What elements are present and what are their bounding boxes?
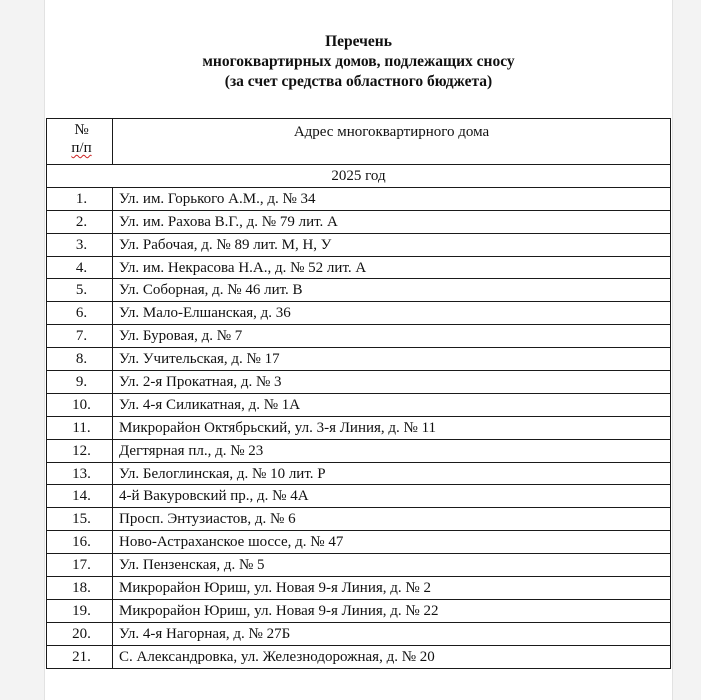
row-number: 19. — [47, 599, 113, 622]
year-row — [47, 165, 671, 188]
row-address: Ул. им. Горького А.М., д. № 34 — [113, 187, 671, 210]
row-number: 6. — [47, 302, 113, 325]
row-address: С. Александровка, ул. Железнодорожная, д. № 20 — [113, 645, 671, 668]
table-row — [47, 622, 671, 645]
title-line-2: многоквартирных домов, подлежащих сносу — [202, 53, 515, 70]
title-line-3: (за счет средства областного бюджета) — [224, 73, 493, 90]
table-row — [47, 187, 671, 210]
row-number: 18. — [47, 577, 113, 600]
column-header-number-line1: № — [74, 122, 89, 138]
row-address: Ул. Белоглинская, д. № 10 лит. Р — [113, 462, 671, 485]
table-row — [47, 416, 671, 439]
row-number: 8. — [47, 348, 113, 371]
row-number: 1. — [47, 187, 113, 210]
table-row — [47, 233, 671, 256]
row-address: Ул. 4-я Силикатная, д. № 1А — [113, 393, 671, 416]
table-row — [47, 393, 671, 416]
row-number: 15. — [47, 508, 113, 531]
row-address: Ул. Буровая, д. № 7 — [113, 325, 671, 348]
row-number: 2. — [47, 210, 113, 233]
table-row — [47, 462, 671, 485]
document-title — [45, 32, 672, 92]
row-number: 13. — [47, 462, 113, 485]
row-number: 4. — [47, 256, 113, 279]
table-row — [47, 554, 671, 577]
row-number: 11. — [47, 416, 113, 439]
row-number: 14. — [47, 485, 113, 508]
row-address: Ул. Соборная, д. № 46 лит. В — [113, 279, 671, 302]
column-header-number-line2: п/п — [71, 140, 92, 156]
table-header-row — [47, 119, 671, 165]
table-row — [47, 256, 671, 279]
row-number: 3. — [47, 233, 113, 256]
row-address: Ул. им. Некрасова Н.А., д. № 52 лит. А — [113, 256, 671, 279]
table-row — [47, 348, 671, 371]
row-address: Микрорайон Юриш, ул. Новая 9-я Линия, д. № 2 — [113, 577, 671, 600]
table-row — [47, 485, 671, 508]
table-body — [47, 187, 671, 668]
table-row — [47, 279, 671, 302]
row-address: Микрорайон Юриш, ул. Новая 9-я Линия, д. № 22 — [113, 599, 671, 622]
row-number: 21. — [47, 645, 113, 668]
row-number: 17. — [47, 554, 113, 577]
table-row — [47, 531, 671, 554]
row-address: Ул. Учительская, д. № 17 — [113, 348, 671, 371]
table-row — [47, 371, 671, 394]
buildings-table — [46, 118, 671, 669]
row-address: Ул. 4-я Нагорная, д. № 27Б — [113, 622, 671, 645]
table-row — [47, 325, 671, 348]
row-address: Ул. им. Рахова В.Г., д. № 79 лит. А — [113, 210, 671, 233]
row-number: 16. — [47, 531, 113, 554]
table-row — [47, 577, 671, 600]
row-address: 4-й Вакуровский пр., д. № 4А — [113, 485, 671, 508]
table-row — [47, 302, 671, 325]
row-address: Ул. Мало-Елшанская, д. 36 — [113, 302, 671, 325]
row-address: Ул. Пензенская, д. № 5 — [113, 554, 671, 577]
row-number: 9. — [47, 371, 113, 394]
row-number: 10. — [47, 393, 113, 416]
row-address: Микрорайон Октябрьский, ул. 3-я Линия, д. № 11 — [113, 416, 671, 439]
row-number: 12. — [47, 439, 113, 462]
row-number: 5. — [47, 279, 113, 302]
year-label: 2025 год — [47, 165, 671, 188]
row-number: 20. — [47, 622, 113, 645]
row-number: 7. — [47, 325, 113, 348]
document-page — [45, 0, 672, 700]
table-row — [47, 439, 671, 462]
column-header-number — [47, 119, 113, 165]
table-row — [47, 645, 671, 668]
row-address: Ново-Астраханское шоссе, д. № 47 — [113, 531, 671, 554]
table-row — [47, 599, 671, 622]
column-header-address: Адрес многоквартирного дома — [113, 119, 671, 165]
row-address: Ул. Рабочая, д. № 89 лит. М, Н, У — [113, 233, 671, 256]
row-address: Просп. Энтузиастов, д. № 6 — [113, 508, 671, 531]
title-line-1: Перечень — [325, 33, 392, 50]
row-address: Дегтярная пл., д. № 23 — [113, 439, 671, 462]
row-address: Ул. 2-я Прокатная, д. № 3 — [113, 371, 671, 394]
table-row — [47, 210, 671, 233]
table-row — [47, 508, 671, 531]
